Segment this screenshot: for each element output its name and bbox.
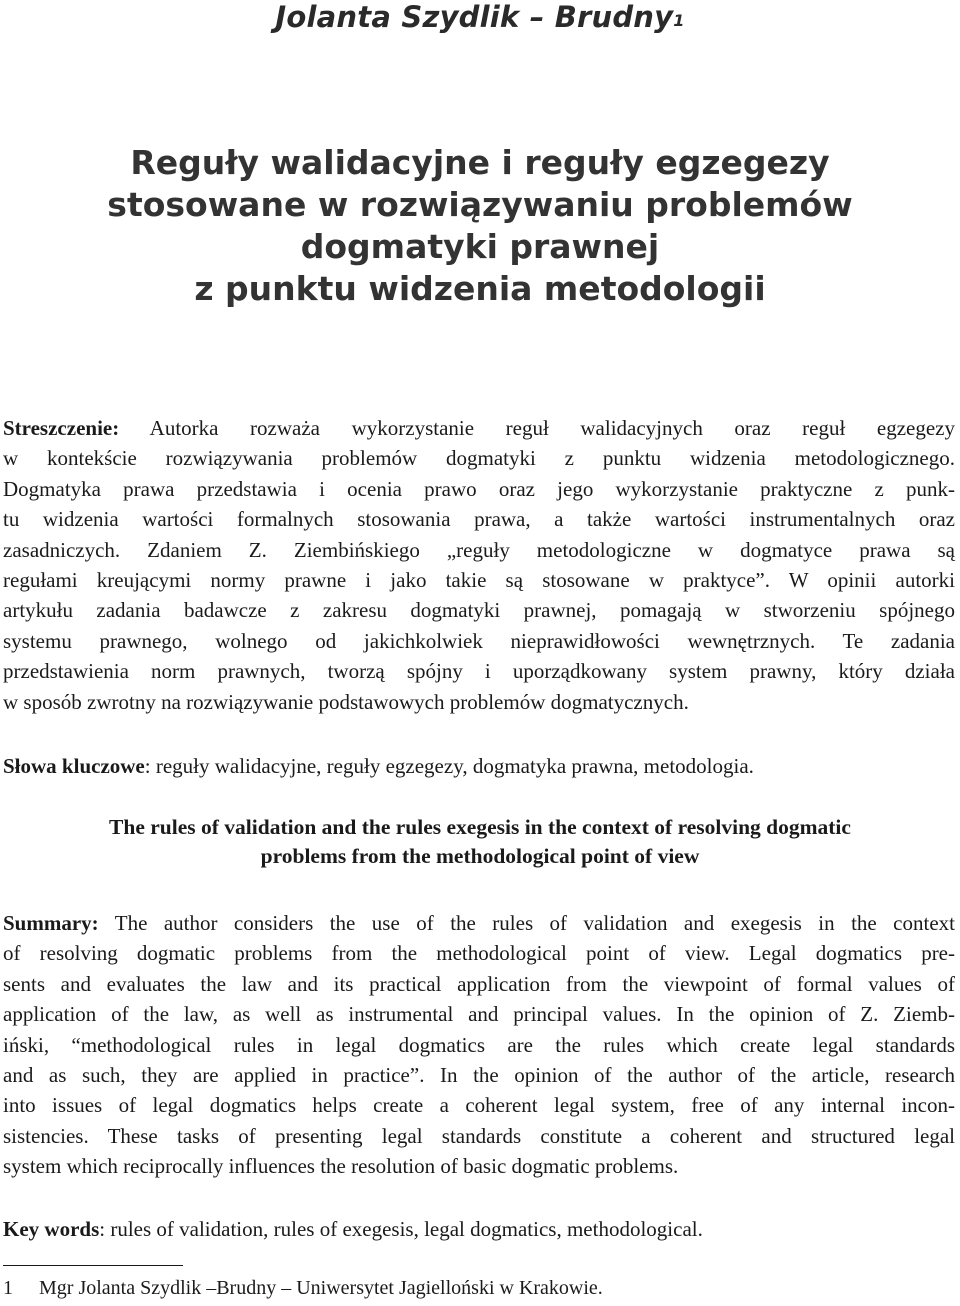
author-name: Jolanta Szydlik – Brudny [275, 0, 674, 34]
summary-label: Summary: [3, 911, 99, 935]
footnote [3, 1274, 955, 1302]
title-line: Reguły walidacyjne i reguły egzegezy [130, 143, 830, 182]
abstract-label: Streszczenie: [3, 416, 120, 440]
summary-line: sents and evaluates the law and its practical application from the viewpoint of formal values of [3, 971, 955, 996]
abstract-line: tu widzenia wartości formalnych stosowania prawa, a także wartości instrumentalnych oraz [3, 507, 955, 532]
english-title-line: problems from the methodological point of view [260, 844, 700, 868]
title-line: stosowane w rozwiązywaniu problemów [107, 185, 853, 224]
summary-line: iński, “methodological rules in legal dogmatics are the rules which create legal standards [3, 1032, 955, 1057]
keywords-text: : reguły walidacyjne, reguły egzegezy, dogmatyka prawna, metodologia. [144, 754, 754, 778]
keywords-label: Słowa kluczowe [3, 754, 145, 778]
footnote-divider [3, 1265, 183, 1266]
summary-english [3, 908, 955, 1182]
summary-line: Summary: The author considers the use of the rules of validation and exegesis in the context [3, 911, 955, 935]
keywords-english [3, 1214, 955, 1244]
english-title [0, 813, 960, 871]
summary-line: into issues of legal dogmatics helps create a coherent legal system, free of any internal incon- [3, 1093, 955, 1118]
abstract-line: artykułu zadania badawcze z zakresu dogmatyki prawnej, pomagają w stworzeniu spójnego [3, 598, 955, 623]
summary-line: and as such, they are applied in practice”. In the opinion of the author of the article, research [3, 1063, 955, 1088]
footnote-number: 1 [3, 1277, 13, 1299]
abstract-line: przedstawienia norm prawnych, tworzą spójny i uporządkowany system prawny, który działa [3, 659, 955, 684]
title-line: z punktu widzenia metodologii [194, 269, 766, 308]
title-line: dogmatyki prawnej [300, 227, 660, 266]
summary-line: sistencies. These tasks of presenting legal standards constitute a coherent and structured legal [3, 1123, 955, 1148]
abstract-polish [3, 413, 955, 717]
author-heading [0, 0, 960, 34]
article-title [0, 142, 960, 310]
abstract-line: Streszczenie: Autorka rozważa wykorzystanie reguł walidacyjnych oraz reguł egzegezy [3, 416, 955, 440]
summary-line: system which reciprocally influences the resolution of basic dogmatic problems. [3, 1154, 679, 1179]
summary-line: of resolving dogmatic problems from the methodological point of view. Legal dogmatics pre- [3, 941, 955, 966]
key-words-label: Key words [3, 1217, 100, 1241]
abstract-line: w kontekście rozwiązywania problemów dogmatyki z punktu widzenia metodologicznego. [3, 446, 955, 471]
abstract-line: systemu prawnego, wolnego od jakichkolwiek nieprawidłowości wewnętrznych. Te zadania [3, 628, 955, 653]
footnote-text: Mgr Jolanta Szydlik –Brudny – Uniwersytet Jagielloński w Krakowie. [39, 1277, 603, 1299]
abstract-line: w sposób zwrotny na rozwiązywanie podstawowych problemów dogmatycznych. [3, 689, 689, 714]
english-title-line: The rules of validation and the rules exegesis in the context of resolving dogmatic [109, 815, 851, 839]
abstract-line: zasadniczych. Zdaniem Z. Ziembińskiego „reguły metodologiczne w dogmatyce prawa są [3, 537, 955, 562]
abstract-line: Dogmatyka prawa przedstawia i ocenia prawo oraz jego wykorzystanie praktyczne z punk- [3, 476, 955, 501]
summary-line: application of the law, as well as instrumental and principal values. In the opinion of Z. Ziemb- [3, 1002, 955, 1027]
footnote-marker[interactable]: 1 [673, 11, 685, 30]
keywords-polish [3, 751, 955, 781]
abstract-line: regułami kreującymi normy prawne i jako takie są stosowane w praktyce”. W opinii autorki [3, 568, 955, 593]
key-words-text: : rules of validation, rules of exegesis, legal dogmatics, methodological. [99, 1217, 703, 1241]
